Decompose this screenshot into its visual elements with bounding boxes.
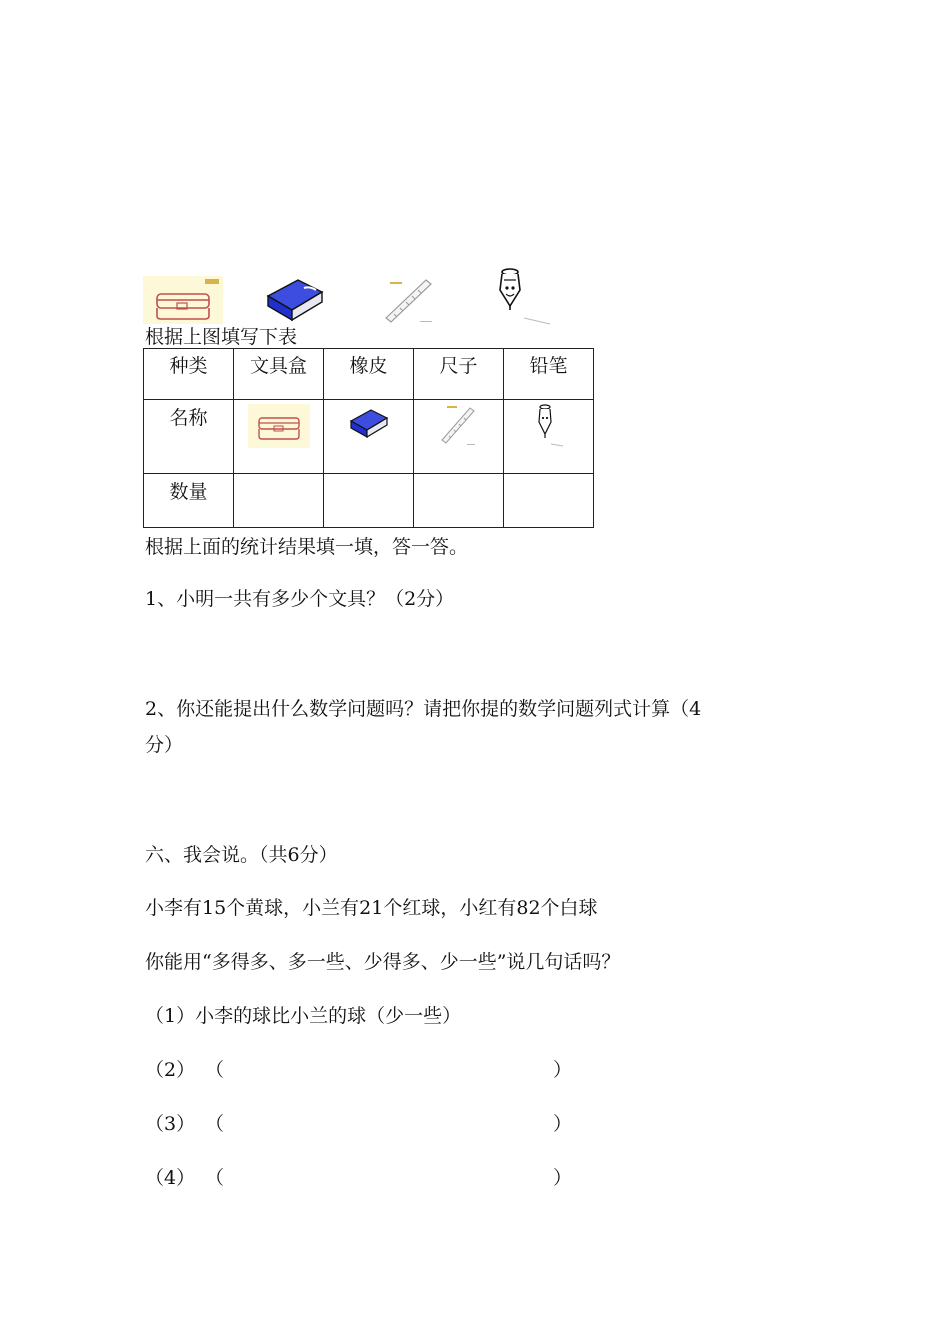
answer-2-number: （2）: [145, 1059, 196, 1081]
answer-1: [145, 1004, 461, 1028]
ruler-icon: [439, 402, 479, 448]
pencil-icon: [494, 266, 554, 328]
eraser-icon: [347, 406, 391, 440]
question-2-line1: 2、你还能提出什么数学问题吗？请把你提的数学问题列式计算（4: [145, 698, 702, 720]
pencil-icon: [531, 402, 567, 452]
answer-4-open-paren: （: [205, 1167, 225, 1189]
pencil-box-icon: [248, 404, 310, 448]
table-row: [144, 400, 594, 474]
answer-text: 小李的球比小兰的球（少一些）: [195, 1005, 462, 1027]
pencil-box-picture-small: [248, 404, 310, 448]
ruler-picture: [382, 276, 438, 326]
pencil-box-picture: [143, 276, 223, 324]
section-6-statement: 小李有15个黄球，小兰有21个红球，小红有82个白球: [145, 897, 598, 919]
table-cell-ruler: 尺子: [414, 349, 504, 400]
section-6-question: 你能用“多得多、多一些、少得多、少一些”说几句话吗？: [145, 951, 621, 973]
table-cell-count-label: 数量: [144, 474, 234, 528]
answer-number: （1）: [145, 1005, 196, 1027]
answer-4-blank[interactable]: [230, 1166, 550, 1190]
table-cell-pencil-box: 文具盒: [234, 349, 324, 400]
answer-3-open-paren: （: [205, 1113, 225, 1135]
instruction-answer: 根据上面的统计结果填一填，答一答。: [145, 536, 469, 558]
answer-2-close-paren: ）: [553, 1059, 573, 1081]
answer-4-number: （4）: [145, 1167, 196, 1189]
table-cell-pencil-box-image: [234, 400, 324, 474]
answer-2-open-paren: （: [205, 1059, 225, 1081]
answer-3-number: （3）: [145, 1113, 196, 1135]
stationery-table: [143, 348, 594, 528]
table-cell-ruler-image: [414, 400, 504, 474]
answer-4-close-paren: ）: [553, 1167, 573, 1189]
eraser-picture: [262, 274, 328, 324]
table-cell-eraser-image: [324, 400, 414, 474]
answer-3-blank[interactable]: [230, 1112, 550, 1136]
count-input-pencil-box[interactable]: [234, 474, 324, 528]
section-6-title: 六、我会说。（共6分）: [145, 844, 338, 866]
table-cell-pencil-image: [504, 400, 594, 474]
table-cell-pencil: 铅笔: [504, 349, 594, 400]
table-row: [144, 349, 594, 400]
ruler-icon: [382, 276, 438, 326]
pencil-box-icon: [143, 276, 223, 324]
eraser-icon: [262, 274, 328, 324]
answer-2-blank[interactable]: [230, 1058, 550, 1082]
pencil-picture: [494, 266, 554, 328]
question-1: 1、小明一共有多少个文具？（2分）: [145, 588, 455, 610]
table-cell-eraser: 橡皮: [324, 349, 414, 400]
question-2-line2: 分）: [145, 734, 184, 756]
table-cell-kind-label: 种类: [144, 349, 234, 400]
count-input-ruler[interactable]: [414, 474, 504, 528]
count-input-pencil[interactable]: [504, 474, 594, 528]
table-row: [144, 474, 594, 528]
answer-3-close-paren: ）: [553, 1113, 573, 1135]
instruction-fill-table: 根据上图填写下表: [145, 326, 298, 348]
count-input-eraser[interactable]: [324, 474, 414, 528]
table-cell-name-label: 名称: [144, 400, 234, 474]
